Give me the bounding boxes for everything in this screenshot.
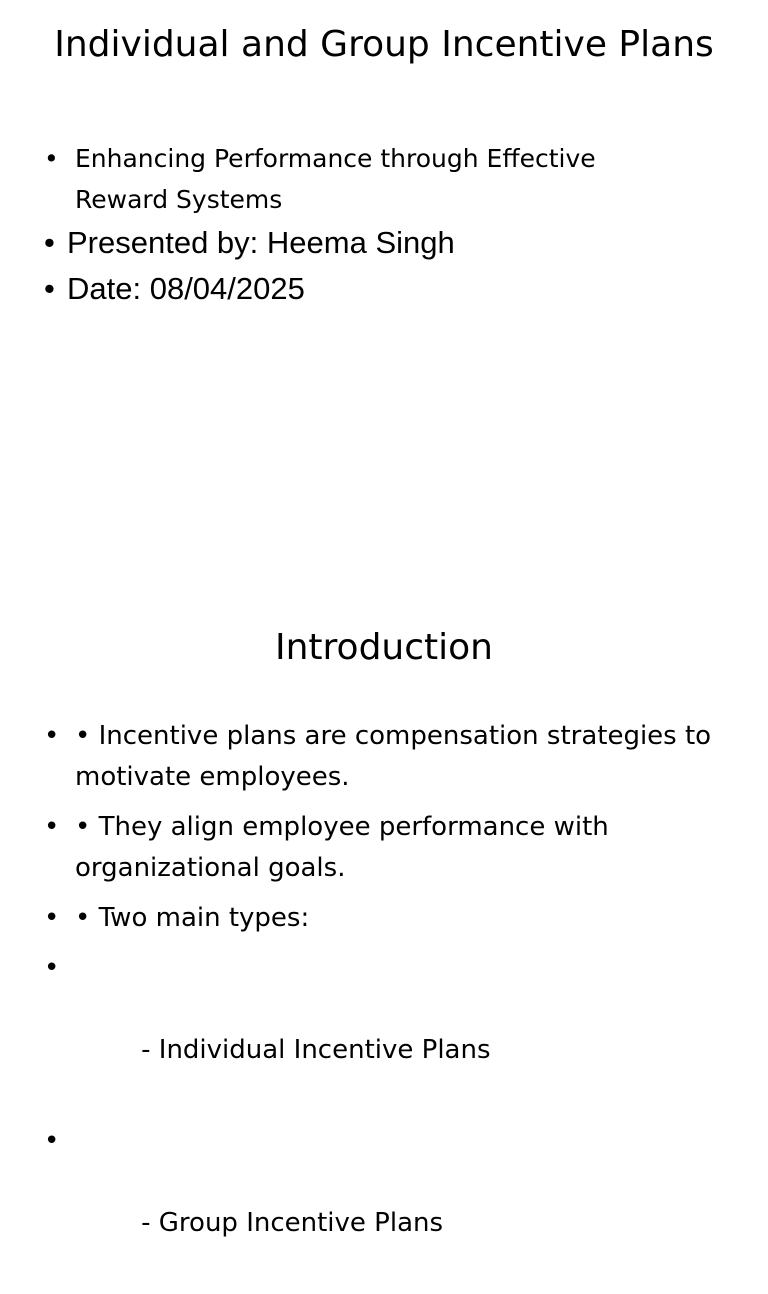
bullet-marker: • <box>44 953 60 983</box>
list-item-text: - Group Incentive Plans <box>124 1208 444 1238</box>
bullet-marker: • <box>44 812 60 842</box>
slide-title <box>0 0 768 576</box>
presenter-text: Presented by: Heema Singh <box>67 225 455 260</box>
subtitle-text: Enhancing Performance through Effective Reward Systems <box>75 144 596 214</box>
list-item-text: • Two main types: <box>75 903 310 933</box>
list-item-text: • Incentive plans are compensation strategies to motivate employees. <box>75 721 712 792</box>
list-item-text: - Individual Incentive Plans <box>124 1035 491 1065</box>
introduction-bullets <box>44 716 734 1294</box>
bullet-marker: • <box>44 144 59 173</box>
presenter-bullet <box>44 220 734 266</box>
bullet-marker: • <box>44 903 60 933</box>
list-item <box>44 807 734 889</box>
slide-title-heading: Individual and Group Incentive Plans <box>54 24 714 65</box>
bullet-marker: • <box>44 1126 60 1156</box>
list-item-text: • They align employee performance with organizational goals. <box>75 812 609 883</box>
date-text: Date: 08/04/2025 <box>67 271 305 306</box>
bullet-marker: • <box>44 721 60 751</box>
slide-introduction <box>0 576 768 1238</box>
bullet-marker: • <box>44 271 55 306</box>
list-item <box>44 1121 734 1285</box>
list-item <box>44 898 734 939</box>
date-bullet <box>44 266 734 312</box>
introduction-heading: Introduction <box>274 627 493 668</box>
subtitle-bullet <box>44 138 734 220</box>
bullet-marker: • <box>44 225 55 260</box>
list-item <box>44 948 734 1112</box>
slide-title-bullets <box>44 138 734 312</box>
list-item <box>44 716 734 798</box>
